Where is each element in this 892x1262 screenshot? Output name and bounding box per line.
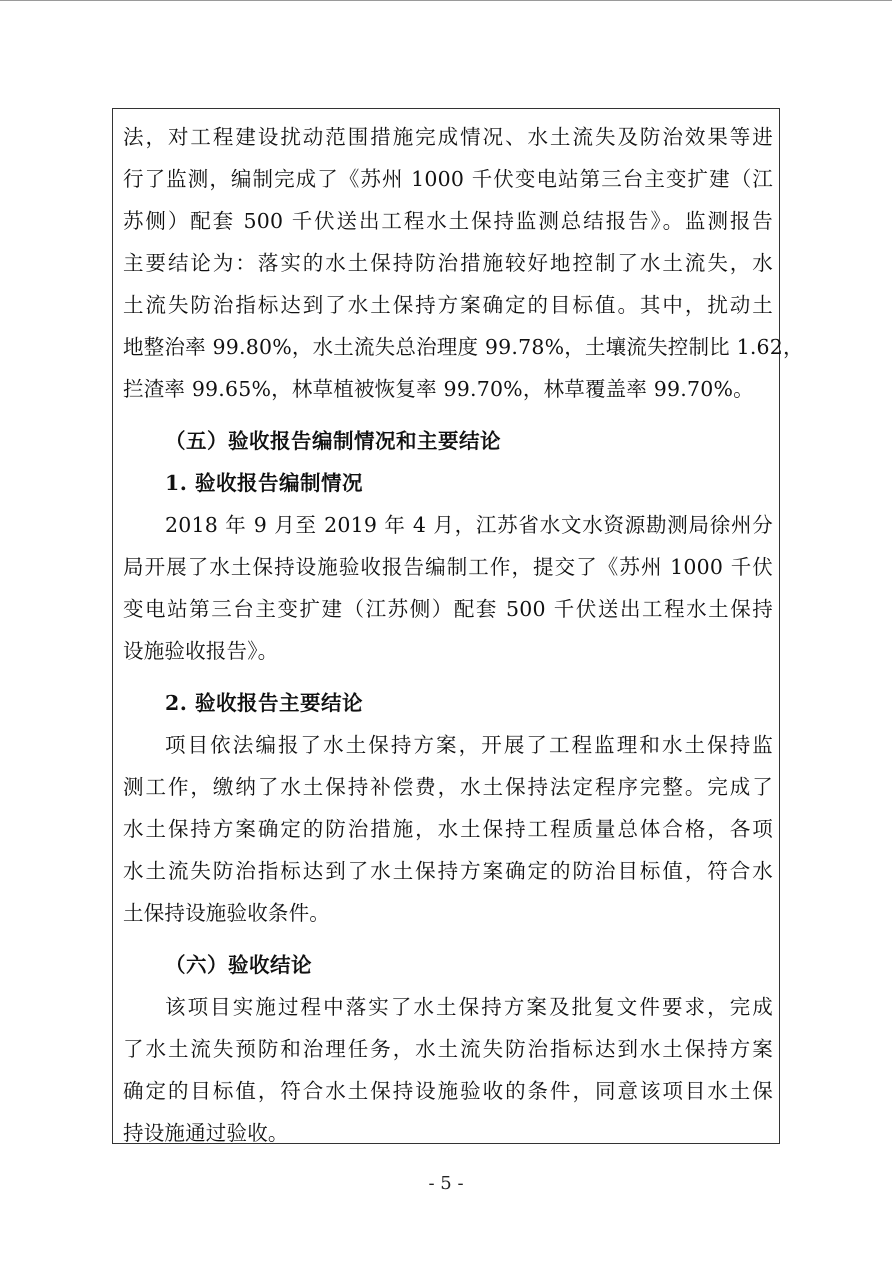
paragraph-line: 局开展了水土保持设施验收报告编制工作，提交了《苏州 1000 千伏 [123,555,773,579]
paragraph-line: 土流失防治指标达到了水土保持方案确定的目标值。其中，扰动土 [123,293,773,317]
page-number: - 5 - [428,1173,464,1194]
section-heading-six: （六）验收结论 [165,953,312,977]
section-heading-five: （五）验收报告编制情况和主要结论 [165,429,501,453]
paragraph-line: 项目依法编报了水土保持方案，开展了工程监理和水土保持监 [165,733,773,757]
paragraph-line: 设施验收报告》。 [123,639,279,663]
paragraph-line: 苏侧）配套 500 千伏送出工程水土保持监测总结报告》。监测报告 [123,209,773,233]
paragraph-line: 持设施通过验收。 [123,1121,289,1145]
paragraph-line: 土保持设施验收条件。 [123,901,330,925]
paragraph-line: 水土保持方案确定的防治措施，水土保持工程质量总体合格，各项 [123,817,773,841]
paragraph-line: 该项目实施过程中落实了水土保持方案及批复文件要求，完成 [165,995,773,1019]
paragraph-line: 测工作，缴纳了水土保持补偿费，水土保持法定程序完整。完成了 [123,775,773,799]
paragraph-line: 水土流失防治指标达到了水土保持方案确定的防治目标值，符合水 [123,859,773,883]
paragraph-line: 了水土流失预防和治理任务，水土流失防治指标达到水土保持方案 [123,1037,773,1061]
document-text-frame [112,108,804,1145]
paragraph-line: 变电站第三台主变扩建（江苏侧）配套 500 千伏送出工程水土保持 [123,597,773,621]
paragraph-line: 确定的目标值，符合水土保持设施验收的条件，同意该项目水土保 [123,1079,773,1103]
subheading-report-compilation: 1. 验收报告编制情况 [165,471,364,495]
subheading-main-conclusions: 2. 验收报告主要结论 [165,691,364,715]
paragraph-line: 地整治率 99.80%，水土流失总治理度 99.78%，土壤流失控制比 1.62， [123,335,804,359]
paragraph-line: 2018 年 9 月至 2019 年 4 月，江苏省水文水资源勘测局徐州分 [165,513,773,537]
paragraph-line: 主要结论为：落实的水土保持防治措施较好地控制了水土流失，水 [123,251,773,275]
paragraph-line: 拦渣率 99.65%，林草植被恢复率 99.70%，林草覆盖率 99.70%。 [123,377,754,401]
paragraph-line: 行了监测，编制完成了《苏州 1000 千伏变电站第三台主变扩建（江 [123,167,773,191]
paragraph-line: 法，对工程建设扰动范围措施完成情况、水土流失及防治效果等进 [123,125,773,149]
page-top-border [0,0,892,1]
